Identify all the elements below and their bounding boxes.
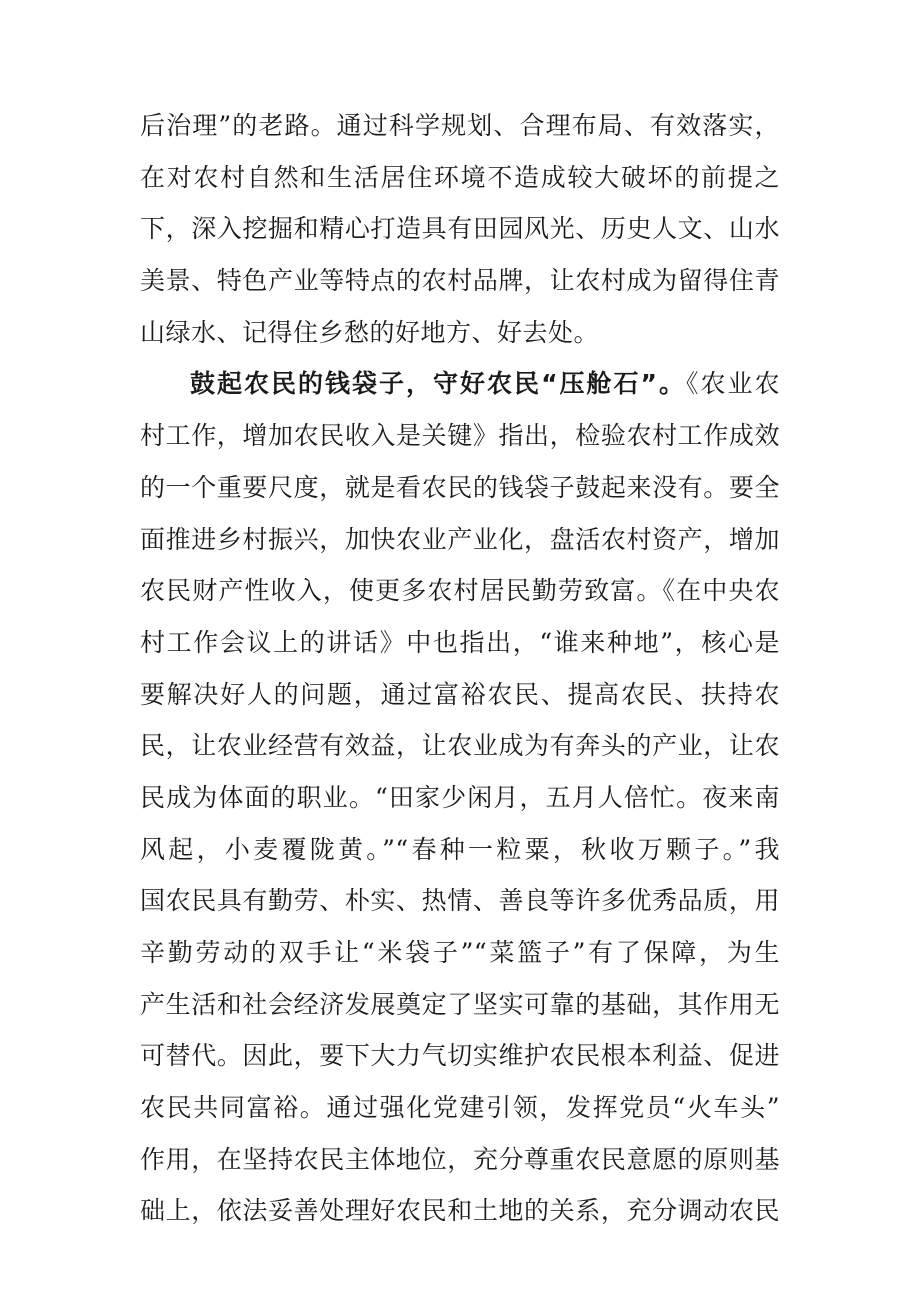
text-line: 民，让农业经营有效益，让农业成为有奔头的产业，让农	[140, 731, 780, 761]
text-line: 下，深入挖掘和精心打造具有田园风光、历史人文、山水	[140, 214, 780, 244]
text-line: 村工作会议上的讲话》中也指出，“谁来种地”，核心是	[140, 627, 780, 657]
text-line: 面推进乡村振兴，加快农业产业化，盘活农村资产，增加	[140, 524, 780, 554]
text-line: 的一个重要尺度，就是看农民的钱袋子鼓起来没有。要全	[140, 472, 780, 502]
text-line: 村工作，增加农民收入是关键》指出，检验农村工作成效	[140, 421, 780, 451]
text-line: 美景、特色产业等特点的农村品牌，让农村成为留得住青	[140, 266, 780, 296]
text-line: 作用，在坚持农民主体地位，充分尊重农民意愿的原则基	[140, 1144, 780, 1174]
paragraph-heading: 鼓起农民的钱袋子，守好农民“压舱石”。	[190, 369, 686, 399]
text-line: 础上，依法妥善处理好农民和土地的关系，充分调动农民	[140, 1196, 780, 1226]
text-line: 在对农村自然和生活居住环境不造成较大破坏的前提之	[140, 162, 780, 192]
text-line: 可替代。因此，要下大力气切实维护农民根本利益、促进	[140, 1041, 780, 1071]
text-line: 风起，小麦覆陇黄。”“春种一粒粟，秋收万颗子。”我	[140, 834, 780, 864]
text-line: 农民共同富裕。通过强化党建引领，发挥党员“火车头”	[140, 1093, 780, 1123]
paragraph-first-line	[140, 358, 780, 410]
document-page	[140, 100, 780, 1237]
text-line: 辛勤劳动的双手让“米袋子”“菜篮子”有了保障，为生	[140, 938, 780, 967]
paragraph-2	[140, 358, 780, 1237]
text-line: 后治理”的老路。通过科学规划、合理布局、有效落实，	[140, 111, 780, 140]
text-span: 《农业农	[685, 369, 780, 399]
paragraph-1	[140, 100, 780, 358]
text-line: 民成为体面的职业。“田家少闲月，五月人倍忙。夜来南	[140, 782, 780, 812]
text-line: 要解决好人的问题，通过富裕农民、提高农民、扶持农	[140, 679, 780, 709]
text-line: 产生活和社会经济发展奠定了坚实可靠的基础，其作用无	[140, 989, 780, 1019]
text-line: 农民财产性收入，使更多农村居民勤劳致富。《在中央农	[140, 576, 780, 606]
text-line: 山绿水、记得住乡愁的好地方、好去处。	[140, 317, 600, 347]
text-line: 国农民具有勤劳、朴实、热情、善良等许多优秀品质，用	[140, 886, 780, 916]
